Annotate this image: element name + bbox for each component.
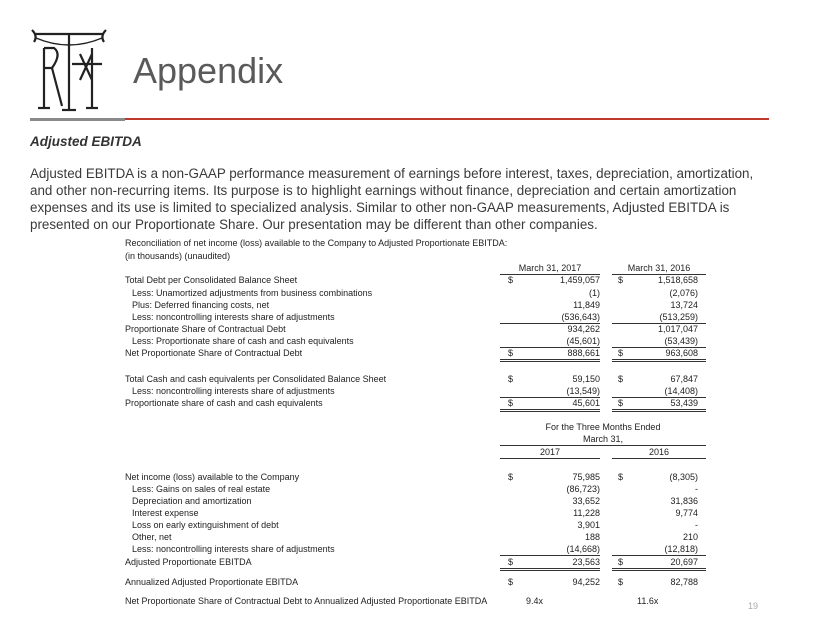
row-value-2017: 1,459,057	[559, 275, 600, 285]
currency-symbol: $	[618, 348, 624, 358]
row-value-2017: 45,601	[572, 398, 600, 408]
row-value-2016: 20,697	[670, 557, 698, 567]
currency-symbol: $	[508, 577, 514, 587]
currency-symbol: $	[618, 577, 624, 587]
row-value-2017: 23,563	[572, 557, 600, 567]
row-value-2016: -	[695, 520, 698, 530]
row-value-2016: 210	[682, 532, 698, 542]
row-label: Net Proportionate Share of Contractual Debt to Annualized Adjusted Proportionate EBITDA	[125, 596, 488, 606]
currency-symbol: $	[618, 557, 624, 567]
table-row	[0, 532, 824, 544]
total-double-rule	[500, 568, 600, 571]
currency-symbol: $	[508, 348, 514, 358]
row-value-2016: 82,788	[670, 577, 698, 587]
total-double-rule	[500, 359, 600, 362]
row-value-2017: 934,262	[567, 324, 600, 334]
row-label: Less: Unamortized adjustments from business combinations	[132, 288, 373, 298]
total-double-rule	[612, 568, 706, 571]
year2-header: 2016	[648, 447, 670, 457]
table-row	[0, 374, 824, 386]
year1-header: 2017	[539, 447, 561, 457]
row-value-2016: (53,439)	[664, 336, 698, 346]
row-label: Annualized Adjusted Proportionate EBITDA	[125, 577, 299, 587]
table-row	[0, 300, 824, 312]
row-value-2016: -	[695, 484, 698, 494]
row-value-2017: 3,901	[577, 520, 600, 530]
total-double-rule	[612, 409, 706, 412]
row-value-2017: (86,723)	[566, 484, 600, 494]
title-underline-grey	[30, 118, 125, 121]
period-header-date: March 31,	[582, 434, 624, 444]
subtotal-rule	[500, 555, 600, 556]
table-row	[0, 324, 824, 336]
currency-symbol: $	[618, 374, 624, 384]
year1-header-rule	[500, 458, 600, 459]
table-row	[0, 275, 824, 287]
row-value-2016: (8,305)	[669, 472, 698, 482]
row-value-2017: (14,668)	[566, 544, 600, 554]
table-row	[0, 520, 824, 532]
row-label: Less: Proportionate share of cash and cash equivalents	[132, 336, 354, 346]
row-label: Other, net	[132, 532, 172, 542]
row-label: Less: noncontrolling interests share of adjustments	[132, 544, 335, 554]
table-row	[0, 508, 824, 520]
currency-symbol: $	[508, 374, 514, 384]
row-value-2016: (513,259)	[659, 312, 698, 322]
currency-symbol: $	[508, 557, 514, 567]
row-value-2016: 963,608	[665, 348, 698, 358]
row-label: Interest expense	[132, 508, 199, 518]
table-row	[0, 496, 824, 508]
total-double-rule	[500, 409, 600, 412]
row-value-2016: 67,847	[670, 374, 698, 384]
table-row	[0, 288, 824, 300]
row-value-2016: 9,774	[675, 508, 698, 518]
row-value-2017: 9.4x	[526, 596, 544, 606]
row-label: Plus: Deferred financing costs, net	[132, 300, 270, 310]
row-value-2017: (45,601)	[566, 336, 600, 346]
currency-symbol: $	[618, 275, 624, 285]
year2-header-rule	[612, 458, 706, 459]
row-label: Proportionate Share of Contractual Debt	[125, 324, 286, 334]
row-label: Net income (loss) available to the Company	[125, 472, 300, 482]
row-value-2016: (14,408)	[664, 386, 698, 396]
title-underline-red	[125, 118, 769, 120]
row-value-2017: 33,652	[572, 496, 600, 506]
row-value-2016: 1,518,658	[657, 275, 698, 285]
row-label: Less: noncontrolling interests share of adjustments	[132, 312, 335, 322]
row-value-2016: 31,836	[670, 496, 698, 506]
currency-symbol: $	[508, 472, 514, 482]
row-value-2017: 188	[584, 532, 600, 542]
row-value-2017: (13,549)	[566, 386, 600, 396]
section-title: Adjusted EBITDA	[30, 134, 142, 149]
currency-symbol: $	[618, 472, 624, 482]
col1-header: March 31, 2017	[518, 263, 582, 273]
row-value-2016: (12,818)	[664, 544, 698, 554]
row-value-2016: 1,017,047	[657, 324, 698, 334]
row-label: Depreciation and amortization	[132, 496, 252, 506]
subtotal-rule	[612, 555, 706, 556]
row-label: Adjusted Proportionate EBITDA	[125, 557, 252, 567]
row-label: Net Proportionate Share of Contractual Debt	[125, 348, 303, 358]
period-header-rule	[500, 445, 706, 446]
row-value-2017: (1)	[589, 288, 600, 298]
table-row	[0, 596, 824, 608]
row-label: Less: noncontrolling interests share of adjustments	[132, 386, 335, 396]
total-double-rule	[612, 359, 706, 362]
row-value-2017: 11,849	[573, 300, 600, 310]
table-intro: Reconciliation of net income (loss) available to the Company to Adjusted Proportionate EBITDA:	[125, 238, 508, 248]
table-row	[0, 472, 824, 484]
currency-symbol: $	[508, 275, 514, 285]
page-number: 19	[748, 601, 759, 611]
row-label: Total Debt per Consolidated Balance Sheet	[125, 275, 298, 285]
table-units-note: (in thousands) (unaudited)	[125, 251, 231, 261]
table-row	[0, 577, 824, 589]
row-label: Less: Gains on sales of real estate	[132, 484, 271, 494]
col2-header: March 31, 2016	[627, 263, 691, 273]
row-value-2017: 11,228	[573, 508, 600, 518]
row-label: Total Cash and cash equivalents per Consolidated Balance Sheet	[125, 374, 387, 384]
row-value-2016: (2,076)	[669, 288, 698, 298]
section-paragraph: Adjusted EBITDA is a non-GAAP performance measurement of earnings before interest, taxes, depreciation, amortization, and other non-recurring items. Its purpose is to highlight earnings without finance, depreciation and certain amortization expenses and its use is limited to specialized analysis. Similar to other non-GAAP measurements, Adjusted EBITDA is presented on our Proportionate Share. Our presentation may be different than other companies.	[30, 166, 754, 232]
row-value-2017: 75,985	[572, 472, 600, 482]
row-value-2017: 94,252	[572, 577, 600, 587]
row-value-2017: 59,150	[572, 374, 600, 384]
table-row	[0, 484, 824, 496]
currency-symbol: $	[508, 398, 514, 408]
period-header: For the Three Months Ended	[545, 422, 661, 432]
row-value-2016: 53,439	[670, 398, 698, 408]
row-label: Proportionate share of cash and cash equivalents	[125, 398, 323, 408]
company-logo	[28, 24, 110, 116]
row-label: Loss on early extinguishment of debt	[132, 520, 279, 530]
row-value-2017: 888,661	[567, 348, 600, 358]
page-title: Appendix	[133, 50, 284, 91]
row-value-2016: 11.6x	[637, 596, 659, 606]
row-value-2017: (536,643)	[561, 312, 600, 322]
row-value-2016: 13,724	[670, 300, 698, 310]
currency-symbol: $	[618, 398, 624, 408]
